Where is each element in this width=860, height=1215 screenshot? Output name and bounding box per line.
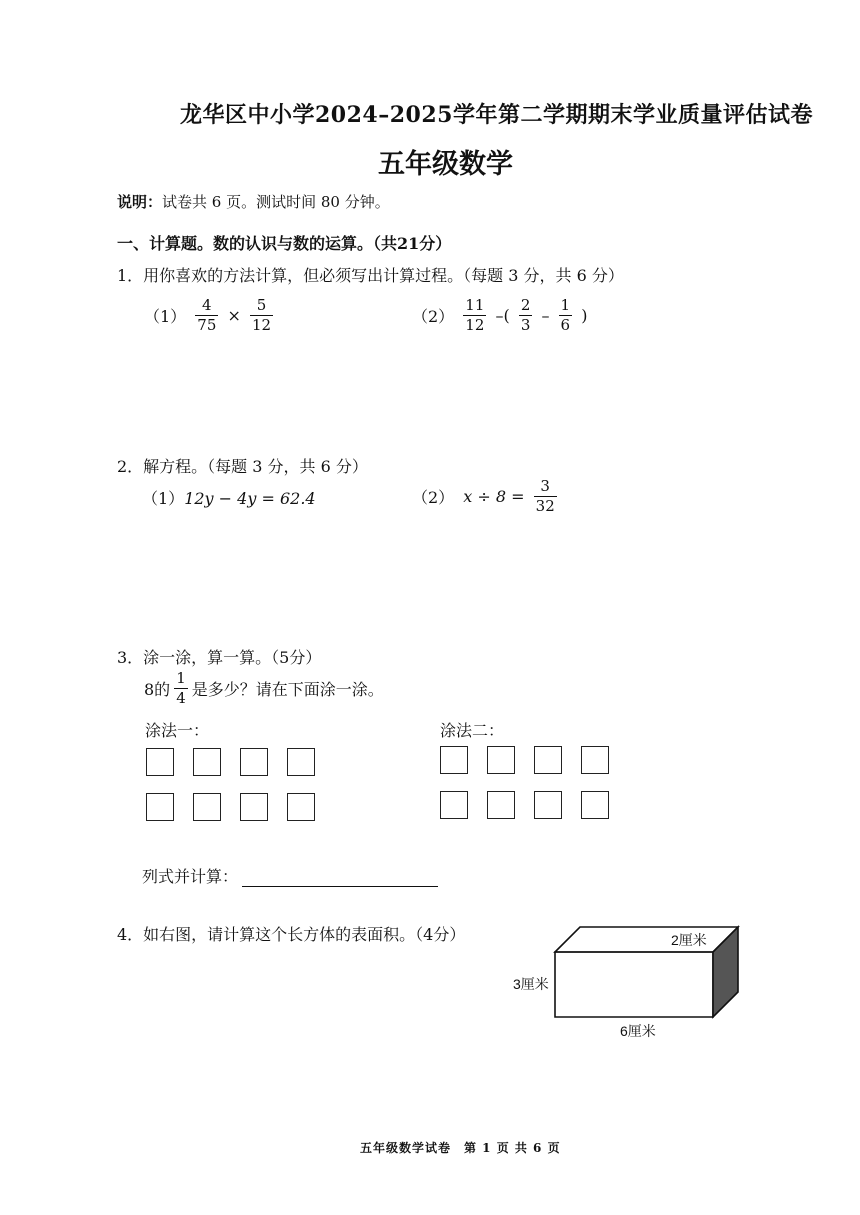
shading-square[interactable] [534, 791, 562, 819]
question-1-part-2 [410, 297, 589, 333]
answer-line[interactable] [242, 868, 438, 887]
shading-square[interactable] [440, 791, 468, 819]
numerator: 2 [520, 296, 531, 314]
instructions-label: 说明： [117, 193, 163, 211]
formula-row [142, 864, 438, 887]
question-4-text: 4．如右图，请计算这个长方体的表面积。（4分） [117, 925, 466, 944]
fraction [174, 670, 188, 706]
exam-instructions [117, 191, 390, 212]
fraction [195, 297, 218, 333]
part-label: （1） [142, 489, 185, 508]
numerator: 1 [176, 669, 186, 687]
operator: – [541, 305, 550, 325]
fraction [559, 297, 573, 333]
prompt-prefix: 8的 [144, 679, 171, 699]
numerator: 3 [540, 477, 550, 495]
numerator: 1 [560, 296, 571, 314]
question-2-part-1 [142, 486, 316, 509]
numerator: 5 [256, 296, 267, 314]
operator: –( [495, 305, 510, 325]
denominator: 75 [197, 315, 217, 334]
fraction [250, 297, 273, 333]
exam-title: 龙华区中小学2024–2025学年第二学期期末学业质量评估试卷 [180, 102, 813, 128]
question-3-text: 3．涂一涂，算一算。（5分） [117, 648, 322, 667]
question-2-part-2 [410, 478, 559, 514]
shading-square[interactable] [240, 793, 268, 821]
denominator: 6 [560, 315, 571, 334]
denominator: 4 [176, 688, 186, 707]
part-label: （2） [412, 487, 455, 507]
cuboid-front-face [555, 952, 713, 1017]
shading-square[interactable] [581, 746, 609, 774]
numerator: 4 [202, 296, 212, 314]
cuboid-top-face [555, 927, 738, 952]
shading-square[interactable] [287, 793, 315, 821]
fraction [463, 297, 486, 333]
shading-square[interactable] [487, 746, 515, 774]
part-label: （2） [412, 306, 455, 326]
shading-square[interactable] [240, 748, 268, 776]
shading-square[interactable] [487, 791, 515, 819]
length-label: 6厘米 [620, 1023, 656, 1039]
shading-grid-2 [440, 746, 611, 819]
shading-square[interactable] [193, 748, 221, 776]
question-1-part-1 [142, 297, 275, 333]
question-2-text: 2．解方程。（每题 3 分，共 6 分） [117, 457, 368, 476]
shading-square[interactable] [581, 791, 609, 819]
width-label: 2厘米 [671, 932, 707, 948]
method-2-label: 涂法二： [440, 721, 505, 740]
denominator: 3 [520, 315, 531, 334]
numerator: 11 [465, 296, 485, 314]
equation: 12y − 4y = 62.4 [184, 489, 316, 508]
shading-square[interactable] [146, 793, 174, 821]
question-3-prompt [142, 670, 386, 706]
instructions-text: 试卷共 6 页。测试时间 80 分钟。 [162, 193, 390, 211]
section-heading: 一、计算题。数的认识与数的运算。（共21分） [117, 234, 452, 253]
shading-square[interactable] [534, 746, 562, 774]
shading-grid-1 [146, 748, 317, 821]
question-1-text: 1．用你喜欢的方法计算，但必须写出计算过程。（每题 3 分，共 6 分） [117, 266, 624, 285]
fraction [534, 478, 557, 514]
shading-square[interactable] [440, 746, 468, 774]
cuboid-side-face [713, 927, 738, 1017]
denominator: 12 [465, 315, 485, 334]
method-1-label: 涂法一： [145, 721, 210, 740]
denominator: 32 [535, 496, 555, 515]
operator: ) [581, 305, 588, 325]
shading-square[interactable] [146, 748, 174, 776]
operator: × [227, 305, 241, 325]
denominator: 12 [251, 315, 272, 334]
page-footer: 五年级数学试卷 第 1 页 共 6 页 [360, 1141, 561, 1155]
shading-square[interactable] [287, 748, 315, 776]
equation: x ÷ 8 = [463, 486, 525, 506]
cuboid-diagram [505, 915, 755, 1045]
formula-label: 列式并计算： [142, 867, 239, 886]
fraction [519, 297, 533, 333]
exam-subtitle: 五年级数学 [378, 149, 513, 180]
part-label: （1） [144, 306, 187, 326]
prompt-suffix: 是多少？请在下面涂一涂。 [191, 679, 384, 699]
shading-square[interactable] [193, 793, 221, 821]
height-label: 3厘米 [513, 976, 549, 992]
